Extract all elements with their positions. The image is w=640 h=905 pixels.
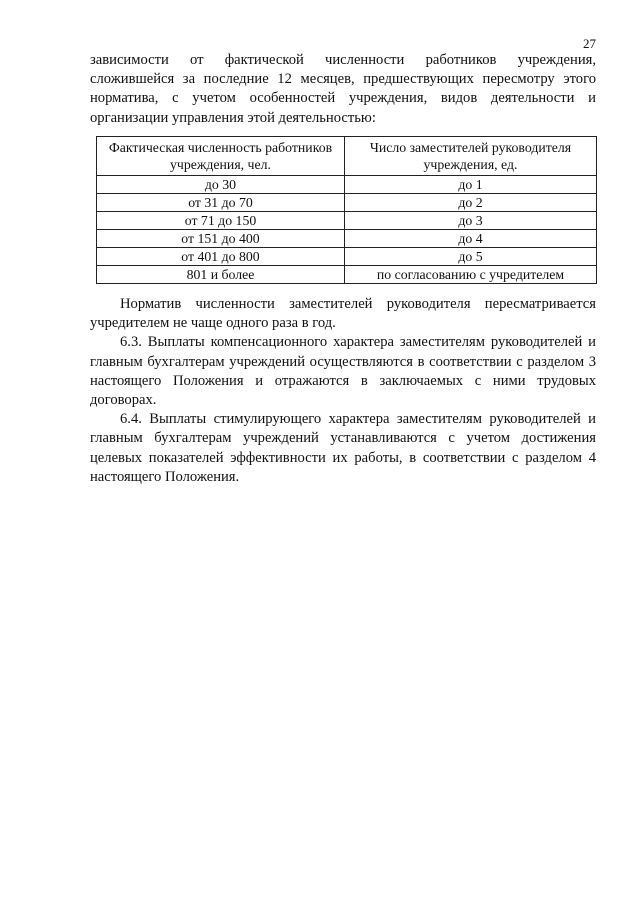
header-staff-count: Фактическая численность работников учреждения, чел. — [97, 137, 345, 176]
cell-deputies: по согласованию с учредителем — [345, 266, 597, 284]
cell-deputies: до 5 — [345, 248, 597, 266]
cell-deputies: до 3 — [345, 212, 597, 230]
table-row — [97, 230, 597, 248]
table-row — [97, 194, 597, 212]
table-row — [97, 212, 597, 230]
table-row — [97, 266, 597, 284]
cell-staff: до 30 — [97, 176, 345, 194]
cell-staff: 801 и более — [97, 266, 345, 284]
header-deputies-count: Число заместителей руководителя учреждения, ед. — [345, 137, 597, 176]
body-paragraphs — [90, 295, 596, 487]
paragraph-norm-review: Норматив численности заместителей руководителя пересматривается учредителем не чаще одного раза в год. — [90, 296, 596, 332]
cell-staff: от 31 до 70 — [97, 194, 345, 212]
cell-deputies: до 4 — [345, 230, 597, 248]
cell-deputies: до 2 — [345, 194, 597, 212]
paragraph-6-3: 6.3. Выплаты компенсационного характера заместителям руководителей и главным бухгалтерам учреждений осуществляются в соответствии с разделом 3 настоящего Положения и отражаются в заключаемых с ними трудовых договорах. — [90, 334, 596, 409]
cell-staff: от 151 до 400 — [97, 230, 345, 248]
paragraph-6-4: 6.4. Выплаты стимулирующего характера заместителям руководителей и главным бухгалтерам учреждений устанавливаются с учетом достижения целевых показателей эффективности их работы, в соответствии с разделом 4 настоящего Положения. — [90, 411, 596, 485]
intro-paragraph — [90, 51, 596, 128]
table-row — [97, 176, 597, 194]
cell-deputies: до 1 — [345, 176, 597, 194]
cell-staff: от 71 до 150 — [97, 212, 345, 230]
intro-text: зависимости от фактической численности работников учреждения, сложившейся за последние 12 месяцев, предшествующих пересмотру этого норматива, с учетом особенностей учреждения, видов деятельности и организации управления этой деятельностью: — [90, 52, 596, 126]
page-number: 27 — [583, 36, 596, 51]
table-header-row — [97, 137, 597, 176]
deputies-norm-table — [96, 136, 596, 284]
norm-table — [96, 136, 597, 284]
table-row — [97, 248, 597, 266]
cell-staff: от 401 до 800 — [97, 248, 345, 266]
